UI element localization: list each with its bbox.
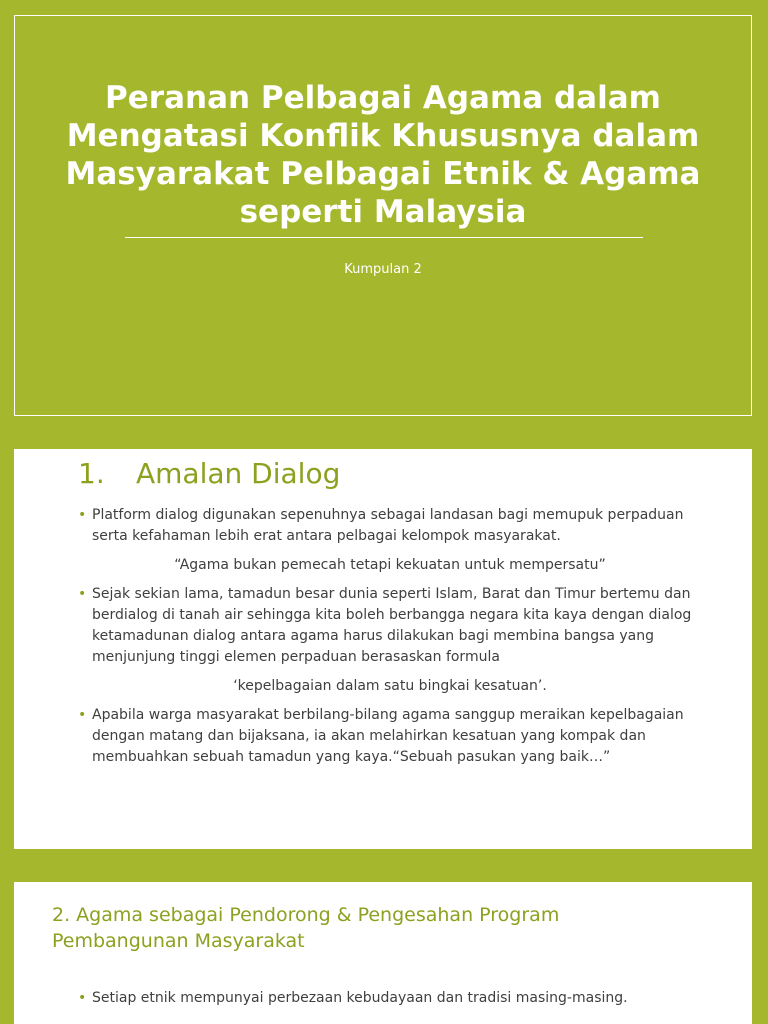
bullet-item [76, 988, 704, 1009]
bullet-item [76, 505, 704, 547]
slide-heading: 2. Agama sebagai Pendorong & Pengesahan Program Pembangunan Masyarakat [52, 904, 560, 952]
bullet-item [76, 584, 704, 668]
title-divider [125, 237, 643, 238]
slide-amalan-dialog [14, 449, 752, 849]
presentation-title: Peranan Pelbagai Agama dalam Mengatasi Konflik Khususnya dalam Masyarakat Pelbagai Etnik & Agama seperti Malaysia [65, 80, 701, 230]
bullet-text: Apabila warga masyarakat berbilang-bilang agama sanggup meraikan kepelbagaian dengan matang dan bijaksana, ia akan melahirkan kesatuan yang kompak dan membuahkan sebuah tamadun yang kaya.“Sebuah pasukan yang baik…” [92, 707, 684, 765]
heading-text: Amalan Dialog [136, 457, 341, 490]
slide-heading [78, 457, 340, 490]
slide-body [76, 505, 704, 776]
bullet-icon: • [78, 707, 87, 723]
title-slide [14, 15, 752, 416]
bullet-icon: • [78, 507, 87, 523]
bullet-text: Sejak sekian lama, tamadun besar dunia seperti Islam, Barat dan Timur bertemu dan berdialog di tanah air sehingga kita boleh berbangga negara kita kaya dengan dialog ketamadunan dialog antara agama harus dilakukan bagi membina bangsa yang menjunjung tinggi elemen perpaduan berasaskan formula [92, 586, 692, 665]
bullet-icon: • [78, 990, 87, 1006]
presentation-subtitle: Kumpulan 2 [344, 262, 422, 277]
slide-body [76, 988, 704, 1017]
slide-agama-pendorong [14, 882, 752, 1024]
quote-text: “Agama bukan pemecah tetapi kekuatan untuk mempersatu” [174, 557, 606, 573]
bullet-text: Platform dialog digunakan sepenuhnya sebagai landasan bagi memupuk perpaduan serta kefahaman lebih erat antara pelbagai kelompok masyarakat. [92, 507, 684, 544]
quote-text: ‘kepelbagaian dalam satu bingkai kesatuan’. [233, 678, 547, 694]
bullet-item [76, 705, 704, 768]
heading-number: 1. [78, 457, 105, 490]
bullet-icon: • [78, 586, 87, 602]
bullet-text: Setiap etnik mempunyai perbezaan kebudayaan dan tradisi masing-masing. [92, 990, 628, 1006]
